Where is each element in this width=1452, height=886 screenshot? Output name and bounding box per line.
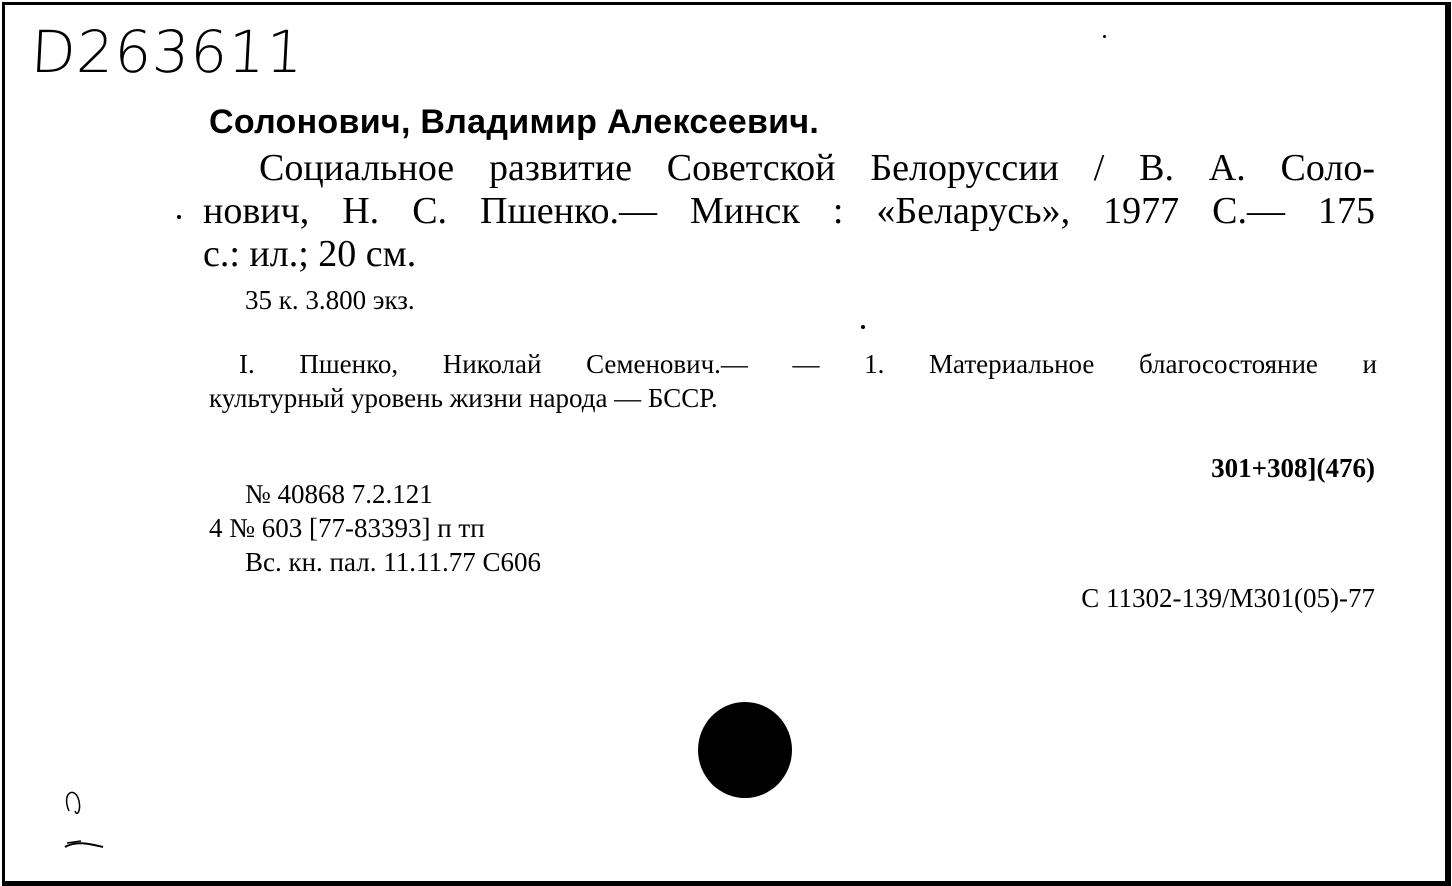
- speck: [861, 325, 865, 329]
- handwritten-mark-icon: [57, 781, 107, 861]
- reg-line-3: Вс. кн. пал. 11.11.77 С606: [245, 547, 541, 577]
- tracings: [209, 347, 1377, 415]
- price-print-run: 35 к. 3.800 экз.: [245, 285, 415, 315]
- classification-index: 301+308](476): [1211, 453, 1375, 483]
- author-heading: Солонович, Владимир Алексеевич.: [209, 103, 820, 141]
- reg-line-2: 4 № 603 [77-83393] п тп: [209, 513, 485, 543]
- speck: [177, 215, 181, 219]
- reg-line-1: № 40868 7.2.121: [245, 479, 433, 509]
- tracing-line-1: I. Пшенко, Николай Семенович.— — 1. Материальное благосостояние и: [239, 349, 1377, 379]
- catalog-code: С 11302-139/М301(05)-77: [1081, 583, 1375, 613]
- title-description: [203, 147, 1375, 276]
- tracing-line-2: культурный уровень жизни народа — БССР.: [209, 383, 718, 413]
- punch-hole: [698, 702, 792, 798]
- title-line-2: нович, Н. С. Пшенко.— Минск : «Беларусь», 1977 С.— 175: [203, 190, 1375, 232]
- catalog-card: [2, 2, 1451, 886]
- title-line-3: с.: ил.; 20 см.: [203, 233, 417, 275]
- speck: [1103, 35, 1106, 38]
- title-line-1: Социальное развитие Советской Белоруссии / В. А. Соло-: [259, 147, 1375, 189]
- handwritten-inventory-number: D263611: [29, 18, 306, 86]
- registration-block: [209, 477, 541, 579]
